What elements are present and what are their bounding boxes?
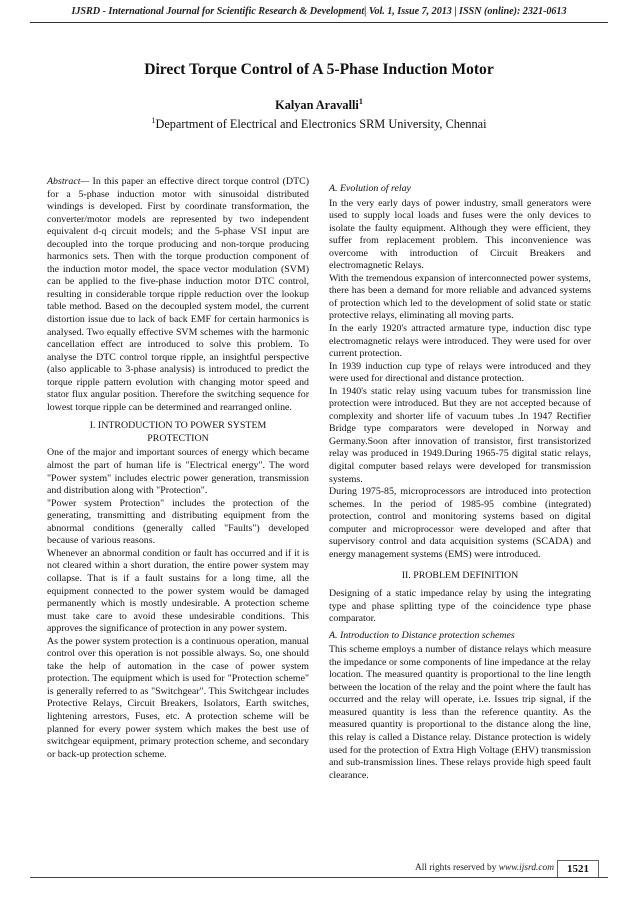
subsection-a-paragraph-6: During 1975-85, microprocessors are introduced into protection schemes. In the period of 1985-95 combine (integrated) protection, control and monitoring systems based on digital computer and microprocessor were developed and after that supervisory control and data acquisition systems (SCADA) and energy management systems (EMS) were introduced. xyxy=(329,486,591,560)
subsection-a-heading: A. Evolution of relay xyxy=(329,183,411,194)
right-column xyxy=(329,183,591,782)
section-1-paragraph-1: One of the major and important sources of energy which became almost the part of human life is "Electrical energy". The word "Power system" includes electric power generation, transmission and distribution along with "Protection". xyxy=(47,447,309,497)
footer-site-link[interactable]: www.ijsrd.com xyxy=(498,863,554,873)
footer-divider xyxy=(30,877,608,878)
paper-title: Direct Torque Control of A 5-Phase Induction Motor xyxy=(144,61,494,78)
header-divider xyxy=(30,22,608,23)
affiliation-superscript: 1 xyxy=(151,116,156,125)
subsection-a-paragraph-3: In the early 1920's attracted armature type, induction disc type electromagnetic relays were introduced. They were used for over current protection. xyxy=(329,323,591,360)
subsection-a-paragraph-1: In the very early days of power industry, small generators were used to supply local loads and fuses were the only devices to isolate the faulty equipment. Although they were efficient, they suffer from replacement problem. This inconvenience was overcome with introduction of Circuit Breakers and electromagnetic Relays. xyxy=(329,197,591,272)
subsection-a2-heading: A. Introduction to Distance protection schemes xyxy=(329,629,515,641)
footer-rights-text: All rights reserved by xyxy=(414,863,499,873)
abstract-label: Abstract— xyxy=(47,176,90,187)
subsection-a2-paragraph: This scheme employs a number of distance relays which measure the impedance or some components of line impedance at the relay location. The measured quantity is proportional to the line length between the location of the relay and the point where the fault has occurred and the relay will operate, i.e. Issues trip signal, if the measured quantity is less than the reference quantity. As the measured quantity is proportional to the distance along the line, this relay is called a Distance relay. Distance protection is widely used for the protection of Extra High Voltage (EHV) transmission and sub-transmission lines. These relays provide high speed fault clearance. xyxy=(329,644,591,781)
author-line xyxy=(0,98,638,113)
section-1-heading: I. INTRODUCTION TO POWER SYSTEM PROTECTION xyxy=(89,420,267,444)
section-1-paragraph-3: Whenever an abnormal condition or fault has occurred and if it is not cleared within a short duration, the entire power system may collapse. That is if a fault sustains for a long time, all the equipment connected to the power system would be damaged permanently which is mostly undesirable. A protection scheme must take care to avoid these undesirable conditions. This approves the significance of protection in any power system. xyxy=(47,547,309,635)
footer-rights xyxy=(390,863,554,873)
author-superscript: 1 xyxy=(358,97,363,106)
journal-header: IJSRD - International Journal for Scientific Research & Development| Vol. 1, Issue 7, 2013 | ISSN (online): 2321-0613 xyxy=(71,6,567,17)
section-2-paragraph: Designing of a static impedance relay by using the integrating type and phase splitting type of the coincidence type phase comparator. xyxy=(329,587,591,625)
subsection-a-paragraph-5: In 1940's static relay using vacuum tubes for transmission line protection were introduced. But they are not accepted because of complexity and shorter life of vacuum tubes .In 1947 Rectifier Bridge type comparators were developed in Norway and Germany.Soon after innovation of transistor, first transistorized relay was produced in 1949.During 1965-75 digital static relays, digital computer based relays were developed for transmission systems. xyxy=(329,385,591,485)
page-number: 1521 xyxy=(557,860,599,877)
abstract xyxy=(47,176,309,414)
left-column xyxy=(47,176,309,761)
subsection-a-paragraph-2: With the tremendous expansion of interconnected power systems, there has been a demand for more reliable and advanced systems of protection which led to the development of solid state or static protective relays, eliminating all moving parts. xyxy=(329,272,591,322)
subsection-a-paragraph-4: In 1939 induction cup type of relays were introduced and they were used for directional and distance protection. xyxy=(329,360,591,385)
section-1-paragraph-2: "Power system Protection" includes the protection of the generating, transmitting and distributing equipment from the abnormal conditions (generally called "Faults") developed because of various reasons. xyxy=(47,497,309,547)
author-name: Kalyan Aravalli xyxy=(275,98,359,112)
abstract-text: In this paper an effective direct torque control (DTC) for a 5-phase induction motor with sinusoidal distributed windings is developed. First by coordinate transformation, the converter/motor models are represented by two independent equivalent d-q circuit models; and the 5-phase VSI input are decoupled into the torque producing and non-torque producing harmonics sets. Then with the torque production component of the induction motor model, the space vector modulation (SVM) can be applied to the five-phase induction motor DTC control, resulting in considerable torque ripple reduction over the lookup table method. Based on the decoupled system model, the current distortion issue due to lack of back EMF for certain harmonics is analysed. Two equally effective SVM schemes with the harmonic cancellation effect are introduced to solve this problem. To analyse the DTC control torque ripple, an insightful perspective (also applicable to 3-phase analysis) is introduced to predict the torque ripple pattern evolution with changing motor speed and stator flux angular position. Therefore the switching sequence for lowest torque ripple can be determined and rearranged online. xyxy=(47,176,309,413)
section-1-paragraph-4: As the power system protection is a continuous operation, manual control over this operation is not possible always. So, one should take the help of automation in the case of power system protection. The equipment which is used for "Protection scheme" is generally referred to as "Switchgear". This Switchgear includes Protective Relays, Circuit Breakers, Isolators, Earth switches, lightening arrestors, Fuses, etc. A protection scheme will be planned for every power system which makes the best use of switchgear equipment, primary protection scheme, and secondary or back-up protection scheme. xyxy=(47,635,309,760)
affiliation-line xyxy=(0,117,638,132)
affiliation-text: Department of Electrical and Electronics SRM University, Chennai xyxy=(155,117,487,131)
section-2-heading: II. PROBLEM DEFINITION xyxy=(401,570,519,582)
